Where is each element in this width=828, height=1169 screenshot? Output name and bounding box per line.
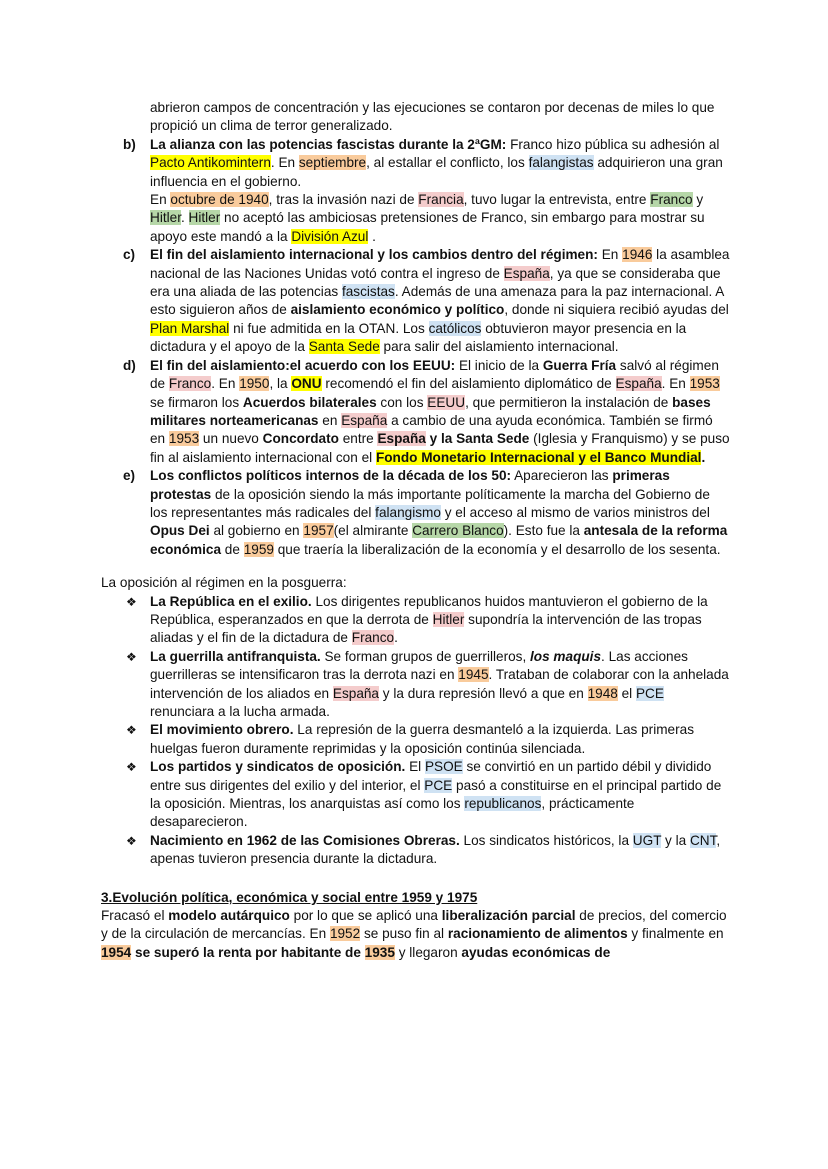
spacer [101,559,731,574]
bullet-item [126,721,731,758]
bold-text: La República en el exilio. [150,593,312,609]
highlighted-text: octubre de 1940 [170,192,269,208]
text-run: se convirtió en un partido débil y dividido entre sus dirigentes del exilio y del interior, el [150,759,712,793]
text-run: abrieron campos de concentración y las ejecuciones se contaron por decenas de miles lo que propició un clima de terror generalizado. [150,100,715,134]
text-run: . [368,228,376,244]
document-page [101,99,731,962]
highlighted-text: Plan Marshal [150,320,230,336]
diamond-bullet-icon: ❖ [126,723,137,738]
text-run: . Además de una amenaza para la paz internacional. A esto siguieron años de [150,284,724,318]
highlighted-text: Santa Sede [308,339,380,355]
text-run: (el almirante [333,523,413,539]
text-run: , al estallar el conflicto, los [366,155,529,171]
text-run: y finalmente en [627,926,724,942]
text-run: con los [376,394,428,410]
list-label: c) [123,247,136,263]
bold-text: Nacimiento en 1962 de las Comisiones Obreras. [150,832,460,848]
bold-text: primeras protestas [150,468,670,502]
bold-text: modelo autárquico [168,908,290,924]
text-run: de la oposición siendo la más importante políticamente la marcha del Gobierno de los representantes más radicales del [150,486,710,520]
bold-text: bases militares norteamericanas [150,394,711,428]
highlighted-text: 1953 [168,431,200,447]
bold-text: antesala de la reforma económica [150,523,728,557]
section-heading [101,889,731,907]
highlighted-text: España [332,685,379,701]
text-run: un nuevo [199,431,263,447]
highlighted-text: 1945 [458,667,489,683]
text-run: ni fue admitida en la OTAN. Los [229,320,429,336]
bold-text: Acuerdos bilaterales [242,394,377,410]
bold-text: El fin del aislamiento:el acuerdo con los EEUU: [150,357,456,373]
list-label: d) [123,357,136,373]
highlighted-text: EEUU [427,394,466,410]
highlighted-text: 1953 [689,376,720,392]
bold-text: El movimiento obrero. [150,722,294,738]
highlighted-text: 1935 [364,944,395,960]
spacer [101,869,731,889]
text-run: recomendó el fin del aislamiento diplomático de [321,376,616,392]
text-run: 3.Evolución política, económica y social entre 1959 y 1975 [101,889,478,905]
text-run: de precios, del comercio y de la circulación de mercancías. En [101,908,727,942]
text-run: . En [211,376,240,392]
text-run: , que permitieron la instalación de [465,394,673,410]
diamond-bullet-icon: ❖ [126,760,137,775]
text-run: ). Esto fue la [503,523,584,539]
list-item [123,357,731,467]
bold-text: los maquis [530,648,602,664]
bold-text: Los conflictos políticos internos de la década de los 50: [150,468,512,484]
highlighted-text: 1957 [303,523,334,539]
text-run: el [617,685,636,701]
highlighted-text: 1954 [101,944,132,960]
highlighted-text: 1950 [239,376,270,392]
highlighted-text: falangistas [528,155,594,171]
bold-text: y la Santa Sede [425,431,530,447]
text-run: . En [270,155,299,171]
bold-text: La guerrilla antifranquista. [150,648,321,664]
bold-text: aislamiento económico y político [290,302,505,318]
text-run: (Iglesia y Franquismo) y se puso fin al aislamiento internacional con el [150,431,730,465]
text-run: . En [661,376,690,392]
text-run: se firmaron los [150,394,243,410]
text-run: y la [661,832,690,848]
bold-text: Los partidos y sindicatos de oposición. [150,759,406,775]
text-run: , la [269,376,292,392]
list-item [123,246,731,356]
highlighted-text: España [341,412,388,428]
list-label: b) [123,136,136,152]
text-run: Aparecieron las [511,468,613,484]
text-run: Los dirigentes republicanos huidos mantuvieron el gobierno de la República, esperanzados en que la derrota de [150,593,708,627]
highlighted-text: falangismo [375,504,441,520]
highlighted-text: PCE [635,685,664,701]
highlighted-text: Franco [650,192,693,208]
text-run: en [318,412,342,428]
highlighted-text: fascistas [341,284,395,300]
highlighted-text: España [615,376,662,392]
text-run: y llegaron [394,944,462,960]
highlighted-text: España [377,431,426,447]
text-run: que traería la liberalización de la economía y el desarrollo de los sesenta. [273,541,721,557]
highlighted-text: PCE [424,777,453,793]
highlighted-text: España [503,265,550,281]
text-run: , tras la invasión nazi de [268,192,419,208]
text-run: Franco hizo pública su adhesión al [506,136,720,152]
text-run: no aceptó las ambiciosas pretensiones de Franco, sin embargo para mostrar su apoyo este mandó a la [150,210,705,244]
highlighted-text: 1946 [622,247,653,263]
text-run: , donde ni siquiera recibió ayudas del [504,302,729,318]
text-run: entre [338,431,378,447]
highlighted-text: Franco [168,376,212,392]
highlighted-text: Pacto Antikomintern [150,155,271,171]
list-label: e) [123,468,136,484]
text-run: renunciara a la lucha armada. [150,704,330,719]
text-run: El inicio de la [455,357,543,373]
highlighted-text: Hitler [188,210,221,226]
bold-text: Guerra Fría [542,357,617,373]
highlighted-text: Fondo Monetario Internacional y el Banco Mundial [375,449,702,465]
bold-text: liberalización parcial [441,908,576,924]
list-item [123,467,731,559]
text-run: la asamblea nacional de las Naciones Unidas votó contra el ingreso de [150,247,730,281]
text-run: y el acceso al mismo de varios ministros del [440,504,710,520]
text-run: , ya que se consideraba que era una aliada de las potencias [150,265,721,300]
text-run: por lo que se aplicó una [289,908,442,924]
text-run: adquirieron una gran influencia en el gobierno. [150,155,723,189]
bullet-item [126,832,731,869]
text-run: En [597,247,623,263]
text-run: En [150,192,171,208]
diamond-bullet-icon: ❖ [126,833,137,848]
paragraph [101,574,731,592]
paragraph-continuation [150,99,731,136]
highlighted-text: CNT [689,832,717,848]
bold-text: La alianza con las potencias fascistas durante la 2ªGM: [150,136,507,152]
highlighted-text: 1952 [329,926,361,942]
bullet-item [126,593,731,648]
list-item [123,136,731,246]
text-run: Fracasó el [101,908,169,924]
text-run: . Las acciones guerrilleras se intensificaron tras la derrota nazi en [150,648,688,683]
highlighted-text: republicanos [464,796,542,812]
text-run: salvó al régimen de [150,357,719,392]
highlighted-text: ONU [291,376,322,392]
highlighted-text: católicos [428,320,482,336]
diamond-bullet-icon: ❖ [126,594,137,609]
text-run: , tuvo lugar la entrevista, entre [463,192,651,208]
text-run: obtuvieron mayor presencia en la dictadura y el apoyo de la [150,320,687,355]
highlighted-text: PSOE [424,759,463,775]
highlighted-text: UGT [632,832,662,848]
bold-text: racionamiento de alimentos [447,926,628,942]
bold-text: Opus Dei [150,523,210,539]
text-run: Se forman grupos de guerrilleros, [320,648,531,664]
text-run: La represión de la guerra desmanteló a la izquierda. Las primeras huelgas fueron duramente reprimidas y la oposición continúa silenciada. [150,722,695,756]
bold-text: ayudas económicas de [461,944,611,960]
text-run: al gobierno en [209,523,304,539]
text-run: supondría la intervención de las tropas aliadas y el fin de la dictadura de [150,611,702,646]
text-run: pasó a constituirse en el principal partido de la oposición. Mientras, los anarquistas así como los [150,777,722,812]
text-run: , apenas tuvieron presencia durante la dictadura. [150,832,721,867]
bullet-item [126,648,731,722]
highlighted-text: Hitler [432,611,465,627]
highlighted-text: Hitler [150,210,181,226]
text-run: La oposición al régimen en la posguerra: [101,575,347,591]
highlighted-text: septiembre [298,155,367,171]
text-run: Los sindicatos históricos, la [459,832,633,848]
highlighted-text: 1948 [587,685,618,701]
bold-text: . [701,449,706,465]
bold-text: Concordato [262,431,339,447]
highlighted-text: Carrero Blanco [412,523,504,539]
text-run: El [405,759,425,775]
text-run: . Trataban de colaborar con la anhelada intervención de los aliados en [150,667,729,701]
text-run: de [221,541,244,557]
diamond-bullet-icon: ❖ [126,649,137,664]
text-run: . [180,210,189,226]
highlighted-text: 1959 [243,541,274,557]
highlighted-text: Francia [418,192,464,208]
text-run: a cambio de una ayuda económica. También se firmó en [150,412,713,447]
text-run: y la dura represión llevó a que en [379,685,588,701]
bold-text: El fin del aislamiento internacional y los cambios dentro del régimen: [150,247,598,263]
text-run: se puso fin al [360,926,448,942]
highlighted-text: Franco [351,630,395,646]
bullet-item [126,758,731,832]
text-run: y [692,192,704,208]
paragraph [101,907,731,962]
text-run: . [394,630,398,646]
text-run: , prácticamente desaparecieron. [150,796,635,830]
text-run: para salir del aislamiento internacional. [379,339,619,355]
highlighted-text: División Azul [291,228,369,244]
bold-text: se superó la renta por habitante de [131,944,365,960]
